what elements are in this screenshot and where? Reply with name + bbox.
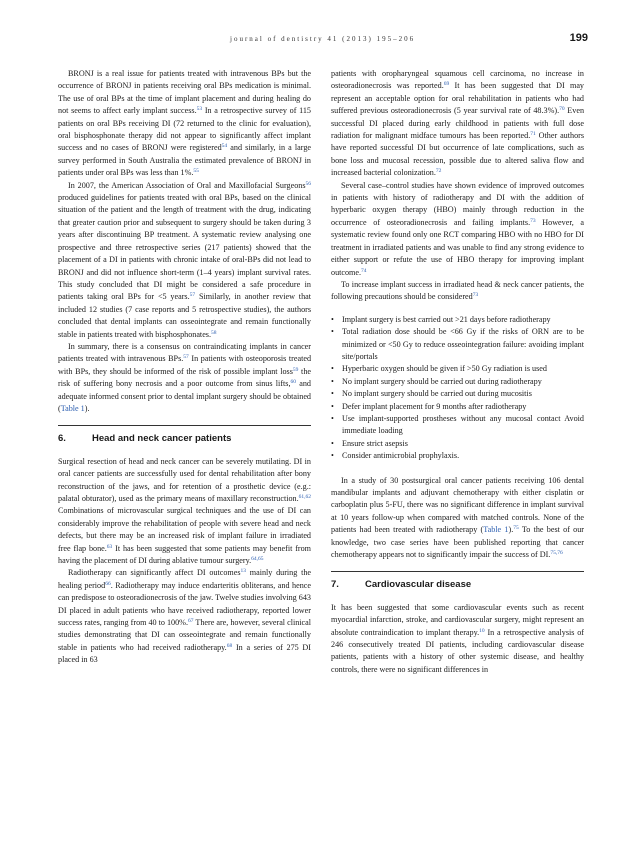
list-item: • Hyperbaric oxygen should be given if >50 Gy radiation is used [331,363,584,375]
page-number: 199 [569,32,588,44]
list-item: • Use implant-supported prostheses without any mucosal contact Avoid immediate loading [331,413,584,438]
citation-ref[interactable]: 10 [479,627,485,634]
citation-ref[interactable]: 13 [240,568,247,575]
citation-ref[interactable]: 68 [226,642,233,649]
citation-ref[interactable]: 58 [211,329,217,336]
left-column [58,68,311,667]
citation-ref[interactable]: 61,62 [298,494,311,500]
list-item: • Ensure strict asepsis [331,438,584,450]
citation-ref[interactable]: 70 [559,106,565,113]
citation-ref[interactable]: 67 [188,618,194,625]
citation-ref[interactable]: 56 [305,180,311,187]
citation-ref[interactable]: 66 [105,580,111,587]
section-heading-7 [331,571,584,591]
list-item: • No implant surgery should be carried out during mucositis [331,388,584,400]
running-header [60,33,588,47]
citation-ref[interactable]: 74 [361,267,367,274]
paragraph: patients with oropharyngeal squamous cell carcinoma, no increase in osteoradionecrosis was reported.$^{69}$ It has been suggested that DI may represent an acceptable option for oral rehabilitation in patients who had suffered previous osteoradionecrosis (5 year survival rate of 48.3%).$^{70}$ Even successful DI placed during early childhood in patients with full dose radiation for malignant midface tumours has been reported.$^{71}$ Other authors have reported successful DI but occurrence of late complications, such as bone loss and mucosal recession, possible due to altered saliva flow and increased bacterial colonization.$^{72}$ [331,69,585,178]
list-item: • Consider antimicrobial prophylaxis. [331,450,584,462]
citation-ref[interactable]: 60 [290,379,296,386]
section-title: Head and neck cancer patients [92,433,232,445]
paragraph: In 2007, the American Association of Oral and Maxillofacial Surgeons$^{56}$ produced guidelines for patients treated with oral BPs, based on the clinical situation of the patient and the length of treatment with the drug, indicating that greater caution prior and subsequent to surgery should be taken during 3 years after discontinuing BP treatment. A systematic review analysing one prospective and three retrospective series (217 patients) showed that the placement of a DI in patients with chronic intake of oral-BPs did not lead to BRONJ and did not influence short-term (1–4 years) implant survival rates. This study concluded that DI might be considered a safe procedure in patients taking oral BPs for <5 years.$^{57}$ Similarly, in another review that included 12 studies (7 case reports and 5 retrospective studies), the authors concluded that dental implants can osseointegrate and remain functionally stable in patients treated with bisphosphonates.$^{58}$ [58,180,311,339]
list-item: • No implant surgery should be carried out during radiotherapy [331,376,584,388]
citation-ref[interactable]: 54 [221,143,228,150]
section-heading-6 [58,425,311,445]
citation-ref[interactable]: 73 [530,217,536,224]
section-number: 7. [331,579,339,591]
section-number: 6. [58,433,66,445]
paragraph: It has been suggested that some cardiovascular events such as recent myocardial infarction, stroke, and cardiovascular surgery, might represent an absolute contraindication to implant therapy.$^{10}$ In a retrospective analysis of 246 consecutively treated DI patients, including cardiovascular disease patients, patients with a history of other systemic disease, and healthy controls, there were no significant differences in [331,602,584,674]
journal-title: journal of dentistry 41 (2013) 195–206 [230,35,416,43]
citation-ref[interactable]: 72 [435,168,442,175]
citation-ref[interactable]: 64,65 [251,556,264,563]
citation-ref[interactable]: 73 [472,292,479,299]
citation-ref[interactable]: 53 [196,106,203,113]
paragraph: To increase implant success in irradiated head & neck cancer patients, the following precautions should be considered$^{73}$ [331,279,584,302]
citation-ref[interactable]: 57 [189,292,196,299]
paragraph: Several case–control studies have shown evidence of improved outcomes in patients with history of radiotherapy and DI with the addition of hyperbaric oxygen therapy (HBO) mainly through reduction in the occurrence of osteoradionecrosis and failing implants.$^{73}$ However, a systematic review found only one RCT comparing HBO with no HBO for DI treatment in irradiated patients and was unable to find any strong evidence to either support or refute the use of HBO therapy for improving implant outcome.$^{74}$ [331,180,585,277]
citation-ref[interactable]: 55 [193,168,199,175]
paragraph: BRONJ is a real issue for patients treated with intravenous BPs but the occurrence of BRONJ in patients receiving oral BPs medication is minimal. The use of oral BPs at the time of implant placement and during healing do not seems to affect early implant success.$^{53}$ In a retrospective survey of 115 patients on oral BPs receiving DI (72 returned to the clinic for evaluation), oral bisphosphonate therapy did not appear to significantly affect implant success and no cases of BRONJ were registered$^{54}$ and similarly, in a large survey performed in South Australia the estimated prevalence of BRONJ in patients under oral BPs was less than 1%.$^{55}$ [58,69,311,178]
paragraph: Surgical resection of head and neck cancer can be severely mutilating. DI in oral cancer patients are successfully used for dental rehabilitation after bony reconstruction of the jaws, and for retention of a prosthetic device (e.g.: palatal obturator), used as the primary means of maxillary reconstruction.$^{61,62}$ Combinations of microvascular surgical techniques and the use of DI can considerably improve the rehabilitation of people with severe head and neck defects, but there may be an increased risk of implant failure in irradiated free flap bone.$^{63}$ It has been suggested that some patients may benefit from having the placement of DI during ablative tumour surgery.$^{64,65}$ [58,456,311,566]
citation-ref[interactable]: 75 [513,525,519,532]
citation-ref[interactable]: 57 [183,354,189,361]
list-item: • Total radiation dose should be <66 Gy if the risks of ORN are to be minimized or <50 Gy to reduce osseointegration failure: avoiding implant site/portals [331,326,584,363]
precautions-list [331,314,584,463]
citation-ref[interactable]: 59 [292,366,299,373]
table-link[interactable]: Table 1 [483,525,509,535]
right-column [331,68,584,676]
citation-ref[interactable]: 69 [443,81,450,88]
paragraph: In summary, there is a consensus on contraindicating implants in cancer patients treated with intravenous BPs.$^{57}$ In patients with osteoporosis treated with BPs, they should be informed of the risk of possible implant loss$^{59}$ the risk of suffering bony necrosis and a poor outcome from sinus lifts,$^{60}$ and adequate informed consent prior to dental implant surgery should be obtained (Table 1). [58,341,312,413]
table-link[interactable]: Table 1 [60,403,85,413]
list-item: • Defer implant placement for 9 months after radiotherapy [331,401,584,413]
list-item: • Implant surgery is best carried out >21 days before radiotherapy [331,314,584,326]
paragraph: Radiotherapy can significantly affect DI outcomes$^{13}$ mainly during the healing period$^{66}$. Radiotherapy may induce endarteritis obliterans, and hence can predispose to osteoradionecrosis of the jaw. Twelve studies involving 643 DI placed in adult patients who have received radiotherapy, reported lower success rates, ranging from 40 to 100%.$^{67}$ There are, however, several clinical studies demonstrating that DI can osseointegrate and remain functionally stable in patients who had received radiotherapy.$^{68}$ In a series of 275 DI placed in 63 [58,568,312,665]
section-title: Cardiovascular disease [365,579,472,591]
citation-ref[interactable]: 75,76 [550,550,563,557]
paragraph: In a study of 30 postsurgical oral cancer patients receiving 106 dental mandibular implants and adjuvant chemotherapy with either cisplatin or carboplatin plus 5-FU, there was no significant difference in implant survival at 10 years follow-up when compared with matched controls. None of the patients had been treated with radiotherapy (Table 1).$^{75}$ To the best of our knowledge, two case series have been published reporting that cancer chemotherapy appears not to significantly impair the success of DI.$^{75,76}$ [331,475,584,560]
citation-ref[interactable]: 63 [106,543,113,550]
citation-ref[interactable]: 71 [530,131,536,138]
